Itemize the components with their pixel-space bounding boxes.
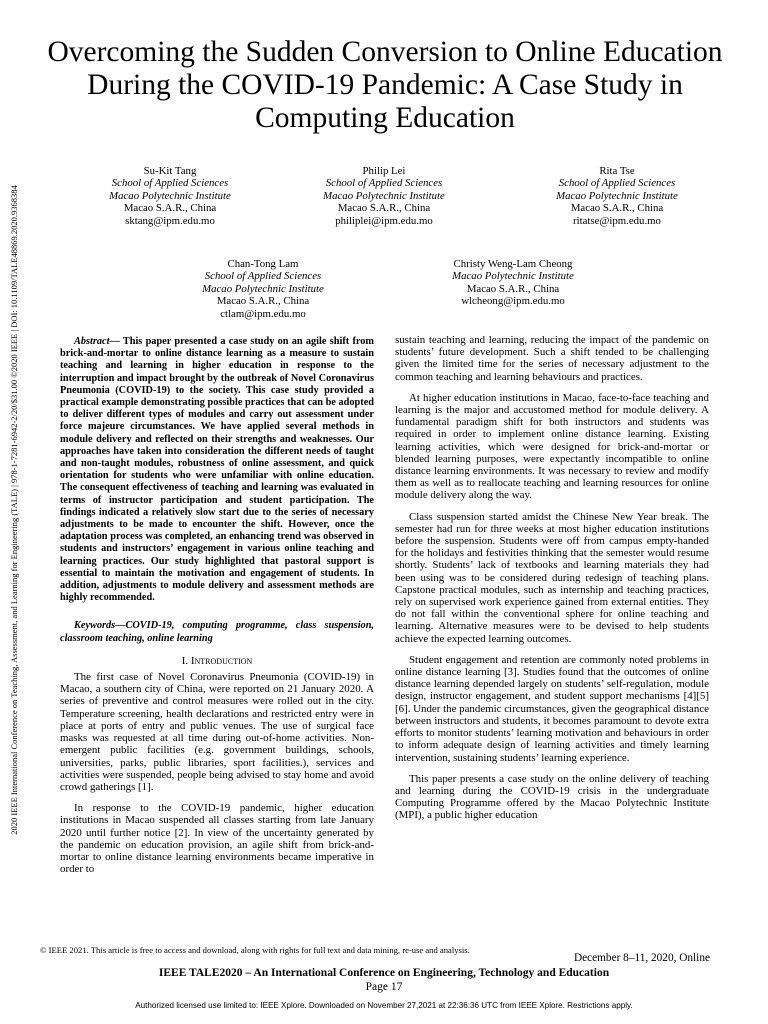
author-department: School of Applied Sciences: [558, 177, 676, 190]
author-location: Macao S.A.R., China: [570, 202, 664, 215]
body-paragraph: Student engagement and retention are commonly noted problems in online distance learning [3]. Studies found that the outcomes of online distance learning depended largely on students’ self-regulation, module design, instructor engagement, and student support mechanisms [4][5][6]. Under the pandemic circumstances, given the geographical distance between instructors and students, it becomes paramount to devote extra efforts to monitor students’ learning motivation and behaviours in order to inform adequate design of learning activities and timely learning intervention, sustaining students’ learning experience.: [395, 653, 709, 764]
conference-name: IEEE TALE2020 – An International Conference on Engineering, Technology and Education: [158, 967, 610, 979]
abstract: [60, 336, 374, 604]
license-notice: Authorized licensed use limited to: IEEE Xplore. Downloaded on November 27,2021 at 22:36:36 UTC from IEEE Xplore. Restrictions apply.: [135, 1001, 633, 1010]
conference-date: December 8–11, 2020, Online: [573, 952, 710, 964]
author-name: Philip Lei: [362, 165, 406, 177]
body-paragraph: Class suspension started amidst the Chinese New Year break. The semester had run for three weeks at most higher education institutions before the suspension. Students were off from campus empty-handed for the holidays and festivities thinking that the semester would resume shortly. Students’ lack of textbooks and learning materials they had been using was to be considered during redesign of teaching plans. Capstone practical modules, such as internship and teaching practices, rely on supervised work experience gained from external entities. They do not fall within the conventional sphere for online teaching and learning. Alternative measures were to be devised to help students achieve the expected learning outcomes.: [395, 510, 709, 645]
author-department: School of Applied Sciences: [111, 177, 229, 190]
section-number: I.: [181, 654, 191, 667]
side-note: [4, 136, 24, 884]
author-institution: Macao Polytechnic Institute: [202, 282, 324, 295]
author-institution: Macao Polytechnic Institute: [452, 270, 574, 283]
author-name: Rita Tse: [599, 165, 635, 177]
page-number: Page 17: [365, 981, 403, 993]
author-name: Su-Kit Tang: [143, 165, 197, 177]
author-location: Macao S.A.R., China: [466, 282, 560, 295]
body-paragraph: In response to the COVID-19 pandemic, higher education institutions in Macao suspended all classes starting from late January 2020 until further notice [2]. In view of the uncertainty generated by the pandemic on education provision, an agile shift from brick-and-mortar to online distance learning environments became imperative in order to: [60, 802, 374, 876]
body-paragraph: At higher education institutions in Macao, face-to-face teaching and learning is the major and accustomed method for module delivery. A fundamental paradigm shift for both instructors and students was required in order to implement online distance learning. Existing learning activities, which were designed for brick-and-mortar or blended learning purposes, were expectantly incompatible to online distance learning environments. It was necessary to review and modify them as well as to reallocate teaching and learning resources for online module delivery along the way.: [395, 391, 709, 502]
author-email: philiplei@ipm.edu.mo: [335, 214, 433, 227]
author-institution: Macao Polytechnic Institute: [556, 189, 678, 202]
right-column: [395, 334, 709, 831]
section-heading: [60, 655, 374, 667]
author-block: [163, 258, 363, 320]
author-location: Macao S.A.R., China: [216, 295, 310, 308]
keywords: Keywords—COVID-19, computing programme, class suspension, classroom teaching, online learning: [60, 620, 374, 644]
author-name: Chan-Tong Lam: [227, 258, 299, 270]
paper-title: Overcoming the Sudden Conversion to Online Education During the COVID-19 Pandemic: A Case Study in Computing Education: [47, 36, 723, 134]
author-email: ctlam@ipm.edu.mo: [220, 307, 306, 320]
author-block: [70, 165, 270, 227]
author-block: [517, 165, 717, 227]
author-department: School of Applied Sciences: [204, 270, 322, 283]
author-name: Christy Weng-Lam Cheong: [453, 258, 573, 270]
left-column: [60, 336, 374, 884]
body-paragraph-continuation: sustain teaching and learning, reducing the impact of the pandemic on students’ future development. Such a shift tended to be challenging given the limited time for the series of necessary adjustment to the common teaching and learning behaviours and practices.: [395, 334, 709, 383]
author-block: [403, 258, 623, 308]
side-note-text: 2020 IEEE International Conference on Teaching, Assessment, and Learning for Engineering (TALE) | 978-1-7281-6942-2/20/$31.00 ©2020 IEEE | DOI: 10.1109/TALE48869.2020.9368384: [9, 185, 19, 835]
section-title: Introduction: [190, 654, 253, 667]
author-email: ritatse@ipm.edu.mo: [573, 214, 661, 227]
abstract-lead: Abstract—: [74, 336, 120, 347]
author-email: wlcheong@ipm.edu.mo: [461, 295, 565, 308]
abstract-text: This paper presented a case study on an agile shift from brick-and-mortar to online distance learning as a measure to sustain teaching and learning in higher education in response to the interruption and impact brought by the outbreak of Novel Coronavirus Pneumonia (COVID-19) to the society. This case study provided a practical example demonstrating possible practices that can be adopted to deliver different types of modules and carry out assessment under force majeure circumstances. We have applied several methods in module delivery and reflected on their strengths and weaknesses. Our approaches have taken into consideration the different needs of taught and non-taught modules, robustness of online assessment, and quick orientation for students who were unfamiliar with online education. The consequent effectiveness of teaching and learning was evaluated in terms of instructor participation and student participation. The findings indicated a relatively slow start due to the series of necessary adjustments to be made to encounter the shift. However, once the adaptation process was completed, an enhancing trend was observed in students and instructors’ engagement in various online teaching and learning practices. Our study highlighted that pastoral support is essential to maintain the motivation and engagement of students. In addition, adjustments to module delivery and assessment methods are highly recommended.: [60, 336, 374, 604]
author-email: sktang@ipm.edu.mo: [125, 214, 215, 227]
body-paragraph: The first case of Novel Coronavirus Pneumonia (COVID-19) in Macao, a southern city of China, were reported on 21 January 2020. A series of preventive and control measures were rolled out in the city. Temperature screening, health declarations and restricted entry were in place at ports of entry and public venues. The use of surgical face masks was requested at all time during out-of-home activities. Non-emergent public facilities (e.g. government buildings, schools, universities, parks, public libraries, sport facilities.), services and activities were suspended, people being advised to stay home and avoid crowd gatherings [1].: [60, 671, 374, 793]
author-institution: Macao Polytechnic Institute: [109, 189, 231, 202]
author-location: Macao S.A.R., China: [337, 202, 431, 215]
body-paragraph: This paper presents a case study on the online delivery of teaching and learning during the COVID-19 crisis in the undergraduate Computing Programme offered by the Macao Polytechnic Institute (MPI), a public higher education: [395, 772, 709, 822]
author-institution: Macao Polytechnic Institute: [323, 189, 445, 202]
copyright-notice: © IEEE 2021. This article is free to access and download, along with rights for full text and data mining, re-use and analysis.: [40, 945, 470, 955]
author-department: School of Applied Sciences: [325, 177, 443, 190]
author-block: [284, 165, 484, 227]
author-location: Macao S.A.R., China: [123, 202, 217, 215]
